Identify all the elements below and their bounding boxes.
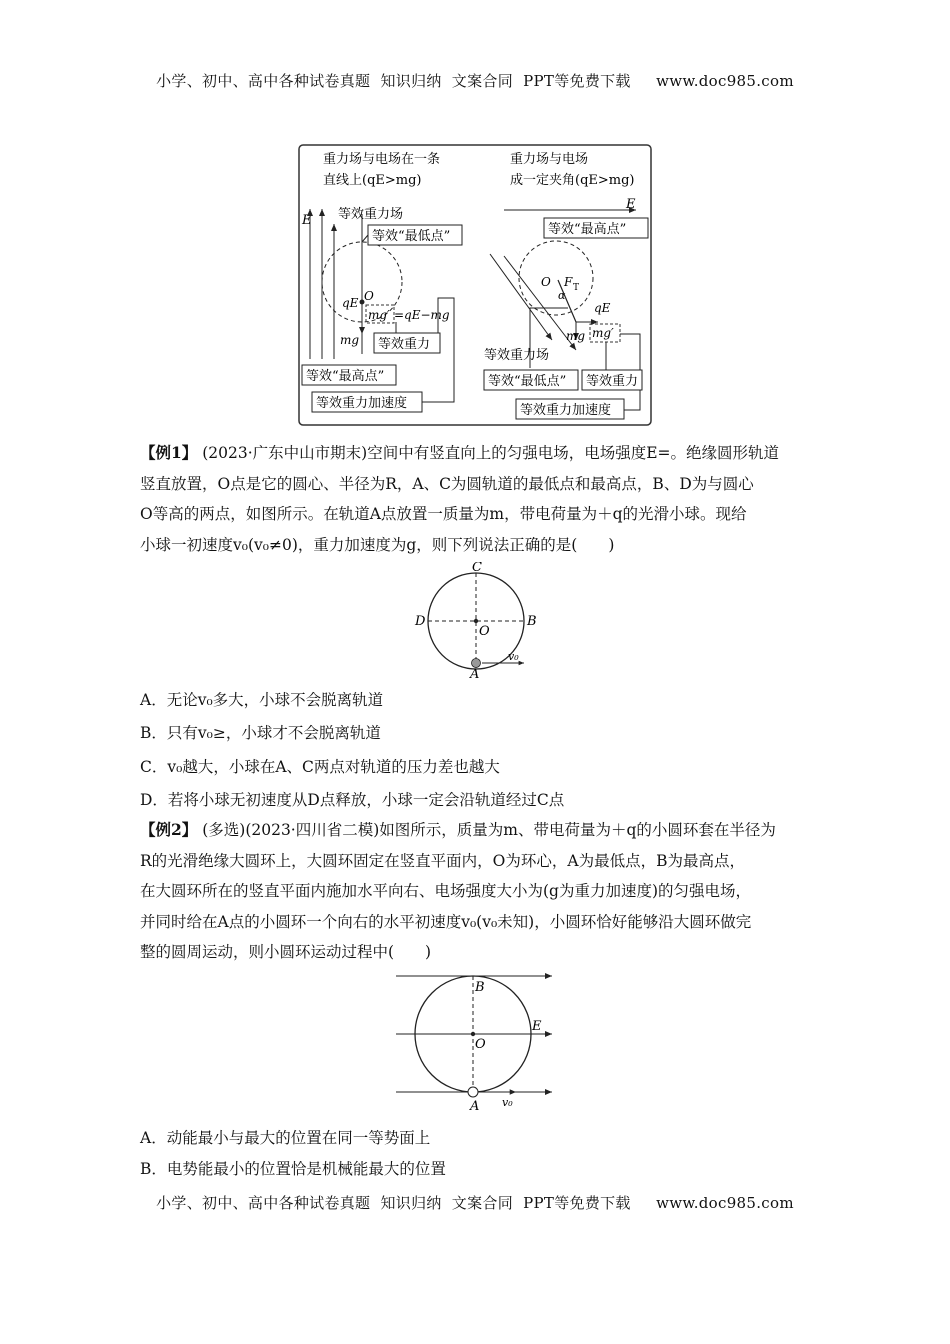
svg-text:v₀: v₀ — [508, 650, 519, 663]
right-equiv-highest-label: 等效“最高点” — [548, 222, 627, 237]
svg-text:mg′: mg′ — [368, 308, 390, 322]
svg-text:O: O — [479, 624, 490, 639]
svg-text:=qE−mg: =qE−mg — [394, 308, 450, 322]
right-equiv-field-label: 等效重力场 — [484, 348, 550, 363]
example1-question: 【例1】 (2023·广东中山市期末)空间中有竖直向上的匀强电场，电场强度E=。绝缘圆形轨道 竖直放置，O点是它的圆心、半径为R，A、C为圆轨道的最低点和最高点，B、D为与圆心 O等高的两点，如图所示。在轨道A点放置一质量为m，带电荷量为＋q的光滑小球。现给 小球一初速度v₀(v₀≠0)，重力加速度为g，则下列说法正确的是( ) — [140, 443, 779, 554]
svg-text:E: E — [532, 1019, 542, 1034]
svg-text:T: T — [573, 283, 580, 293]
svg-text:D: D — [415, 614, 426, 629]
left-E-label: E — [302, 213, 312, 228]
svg-text:C: C — [472, 562, 482, 575]
svg-text:O: O — [541, 275, 551, 289]
example2-option-b: B．电势能最小的位置恰是机械能最大的位置 — [140, 1160, 446, 1178]
svg-text:mg′: mg′ — [592, 326, 614, 340]
left-equiv-field-label: 等效重力场 — [338, 207, 404, 222]
svg-text:O: O — [475, 1037, 486, 1052]
svg-text:α: α — [558, 289, 566, 302]
example2-option-a: A．动能最小与最大的位置在同一等势面上 — [140, 1129, 431, 1147]
right-equiv-gravity-label: 等效重力 — [586, 374, 639, 389]
svg-text:A: A — [470, 1099, 480, 1114]
example2-tag: 【例2】 — [140, 820, 198, 839]
left-equiv-highest-label: 等效“最高点” — [306, 369, 385, 384]
page-footer: 小学、初中、高中各种试卷真题 知识归纳 文案合同 PPT等免费下载 www.doc985.com — [156, 1194, 794, 1212]
svg-text:A: A — [470, 667, 480, 680]
example1-option-b: B．只有v₀≥，小球才不会脱离轨道 — [140, 724, 381, 742]
right-equiv-accel-label: 等效重力加速度 — [520, 403, 612, 418]
example1-tag: 【例1】 — [140, 443, 198, 462]
left-equiv-accel-label: 等效重力加速度 — [316, 396, 408, 411]
svg-text:mg: mg — [566, 329, 586, 343]
example1-circle-figure — [412, 562, 542, 680]
svg-text:B: B — [475, 980, 485, 995]
svg-text:qE: qE — [342, 296, 359, 310]
right-E-label: E — [626, 197, 636, 212]
svg-text:mg: mg — [340, 333, 360, 347]
svg-text:B: B — [527, 614, 537, 629]
example1-option-c: C．v₀越大，小球在A、C两点对轨道的压力差也越大 — [140, 758, 500, 776]
left-equiv-lowest-label: 等效“最低点” — [372, 229, 451, 244]
example1-option-a: A．无论v₀多大，小球不会脱离轨道 — [140, 691, 384, 709]
right-title-line1: 重力场与电场 — [510, 152, 589, 167]
left-title-line2: 直线上(qE>mg) — [323, 173, 422, 188]
page-header: 小学、初中、高中各种试卷真题 知识归纳 文案合同 PPT等免费下载 www.doc985.com — [156, 72, 794, 90]
svg-text:O: O — [364, 289, 374, 303]
svg-text:v₀: v₀ — [502, 1096, 513, 1109]
example2-ring-figure — [390, 968, 560, 1114]
left-title-line1: 重力场与电场在一条 — [323, 152, 441, 167]
svg-text:qE: qE — [594, 301, 611, 315]
left-equiv-gravity-label: 等效重力 — [378, 337, 431, 352]
right-title-line2: 成一定夹角(qE>mg) — [510, 173, 635, 188]
right-equiv-lowest-label: 等效“最低点” — [488, 374, 567, 389]
small-ring — [468, 1087, 478, 1097]
equivalent-gravity-figure — [298, 144, 652, 426]
example1-option-d: D．若将小球无初速度从D点释放，小球一定会沿轨道经过C点 — [140, 791, 565, 809]
example2-question: 【例2】 (多选)(2023·四川省二模)如图所示，质量为m、带电荷量为＋q的小圆环套在半径为 R的光滑绝缘大圆环上，大圆环固定在竖直平面内，O为环心，A为最低点，B为最高点， 在大圆环所在的竖直平面内施加水平向右、电场强度大小为(g为重力加速度)的匀强电场， 并同时给在A点的小圆环一个向右的水平初速度v₀(v₀未知)，小圆环恰好能够沿大圆环做完 整的圆周运动，则小圆环运动过程中( ) — [140, 820, 776, 961]
svg-text:F: F — [564, 275, 573, 289]
